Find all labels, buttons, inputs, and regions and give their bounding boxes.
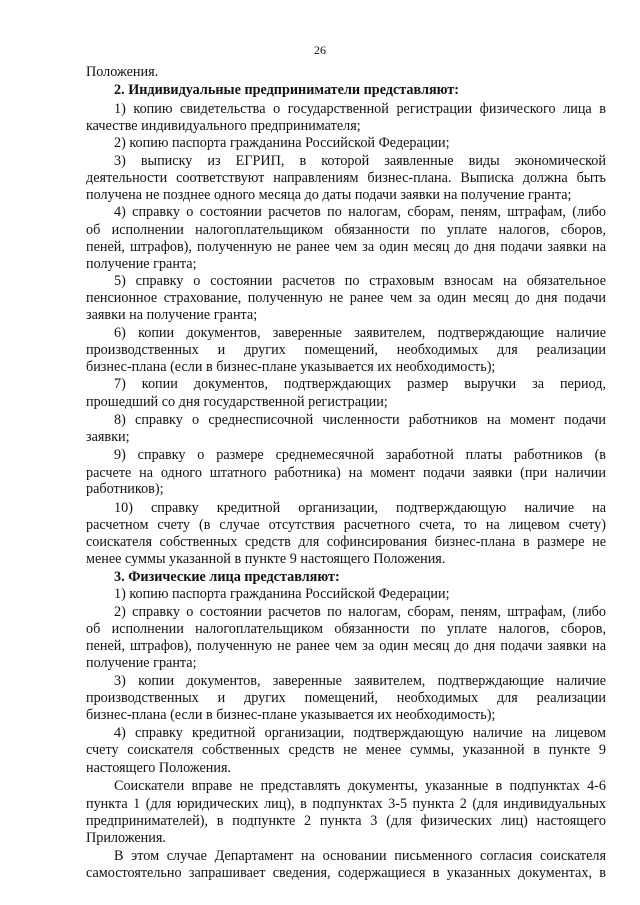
text-line: 4) справку кредитной организации, подтверждающую наличие на лицевом: [114, 725, 606, 741]
text-line: Приложения.: [86, 830, 166, 846]
text-line: 9) справку о размере среднемесячной заработной платы работников (в: [114, 447, 606, 463]
text-line: качестве индивидуального предпринимателя;: [86, 118, 361, 134]
text-line: 6) копии документов, заверенные заявителем, подтверждающие наличие: [114, 325, 606, 341]
text-line: прошедший со дня государственной регистрации;: [86, 394, 388, 410]
text-line: Положения.: [86, 64, 159, 80]
text-line: 10) справку кредитной организации, подтверждающую наличие на: [114, 500, 606, 516]
text-line: 5) справку о состоянии расчетов по страховым взносам на обязательное: [114, 273, 606, 289]
text-line: 2) копию паспорта гражданина Российской Федерации;: [114, 135, 450, 151]
text-line: Соискатели вправе не представлять документы, указанные в подпунктах 4-6: [114, 778, 606, 794]
text-line: бизнес-плана (если в бизнес-плане указывается их необходимость);: [86, 707, 496, 723]
text-line: бизнес-плана (если в бизнес-плане указывается их необходимость);: [86, 359, 496, 375]
section-heading: 2. Индивидуальные предприниматели представляют:: [114, 82, 459, 98]
text-line: настоящего Положения.: [86, 760, 232, 776]
text-line: 1) копию паспорта гражданина Российской Федерации;: [114, 586, 450, 602]
text-line: об исполнении налогоплательщиком обязанности по уплате налогов, сборов,: [86, 222, 606, 238]
text-line: расчете на одного штатного работника) на момент подачи заявки (при наличии: [86, 465, 606, 481]
text-line: работников);: [86, 481, 164, 497]
text-line: менее суммы указанной в пункте 9 настоящего Положения.: [86, 551, 446, 567]
text-line: получение гранта;: [86, 256, 197, 272]
text-line: 7) копии документов, подтверждающих размер выручки за период,: [114, 376, 606, 392]
text-line: предпринимателей), в подпункте 2 пункта 3 (для физических лиц) настоящего: [86, 813, 606, 829]
text-line: 2) справку о состоянии расчетов по налогам, сборам, пеням, штрафам, (либо: [114, 604, 606, 620]
text-line: получена не позднее одного месяца до даты подачи заявки на получение гранта;: [86, 187, 572, 203]
text-line: 4) справку о состоянии расчетов по налогам, сборам, пеням, штрафам, (либо: [114, 204, 606, 220]
text-line: пеней, штрафов), полученную не ранее чем за один месяц до дня подачи заявки на: [86, 638, 606, 654]
text-line: пеней, штрафов), полученную не ранее чем за один месяц до дня подачи заявки на: [86, 239, 606, 255]
text-line: пенсионное страхование, полученную не ранее чем за один месяц до дня подачи: [86, 290, 606, 306]
text-line: 3) копии документов, заверенные заявителем, подтверждающие наличие: [114, 673, 606, 689]
text-line: 3) выписку из ЕГРИП, в которой заявленные виды экономической: [114, 153, 606, 169]
text-line: соискателя собственных средств для софинсирования бизнес-плана в размере не: [86, 534, 606, 550]
text-line: заявки на получение гранта;: [86, 307, 258, 323]
text-line: деятельности соответствуют направлениям бизнес-плана. Выписка должна быть: [86, 170, 606, 186]
text-line: производственных и других помещений, необходимых для реализации: [86, 342, 606, 358]
text-line: расчетном счету (в случае отсутствия расчетного счета, то на лицевом счету): [86, 517, 606, 533]
text-line: самостоятельно запрашивает сведения, содержащиеся в указанных документах, в: [86, 865, 606, 881]
section-heading: 3. Физические лица представляют:: [114, 569, 340, 585]
text-line: 1) копию свидетельства о государственной регистрации физического лица в: [114, 101, 606, 117]
text-line: заявки;: [86, 429, 130, 445]
text-line: пункта 1 (для юридических лиц), в подпунктах 3-5 пункта 2 (для индивидуальных: [86, 796, 606, 812]
text-line: об исполнении налогоплательщиком обязанности по уплате налогов, сборов,: [86, 621, 606, 637]
text-line: счету соискателя собственных средств не менее суммы, указанной в пункте 9: [86, 742, 606, 758]
text-line: производственных и других помещений, необходимых для реализации: [86, 690, 606, 706]
text-line: получение гранта;: [86, 655, 197, 671]
text-line: 8) справку о среднесписочной численности работников на момент подачи: [114, 412, 606, 428]
text-line: В этом случае Департамент на основании письменного согласия соискателя: [114, 848, 606, 864]
page-number: 26: [314, 43, 326, 57]
